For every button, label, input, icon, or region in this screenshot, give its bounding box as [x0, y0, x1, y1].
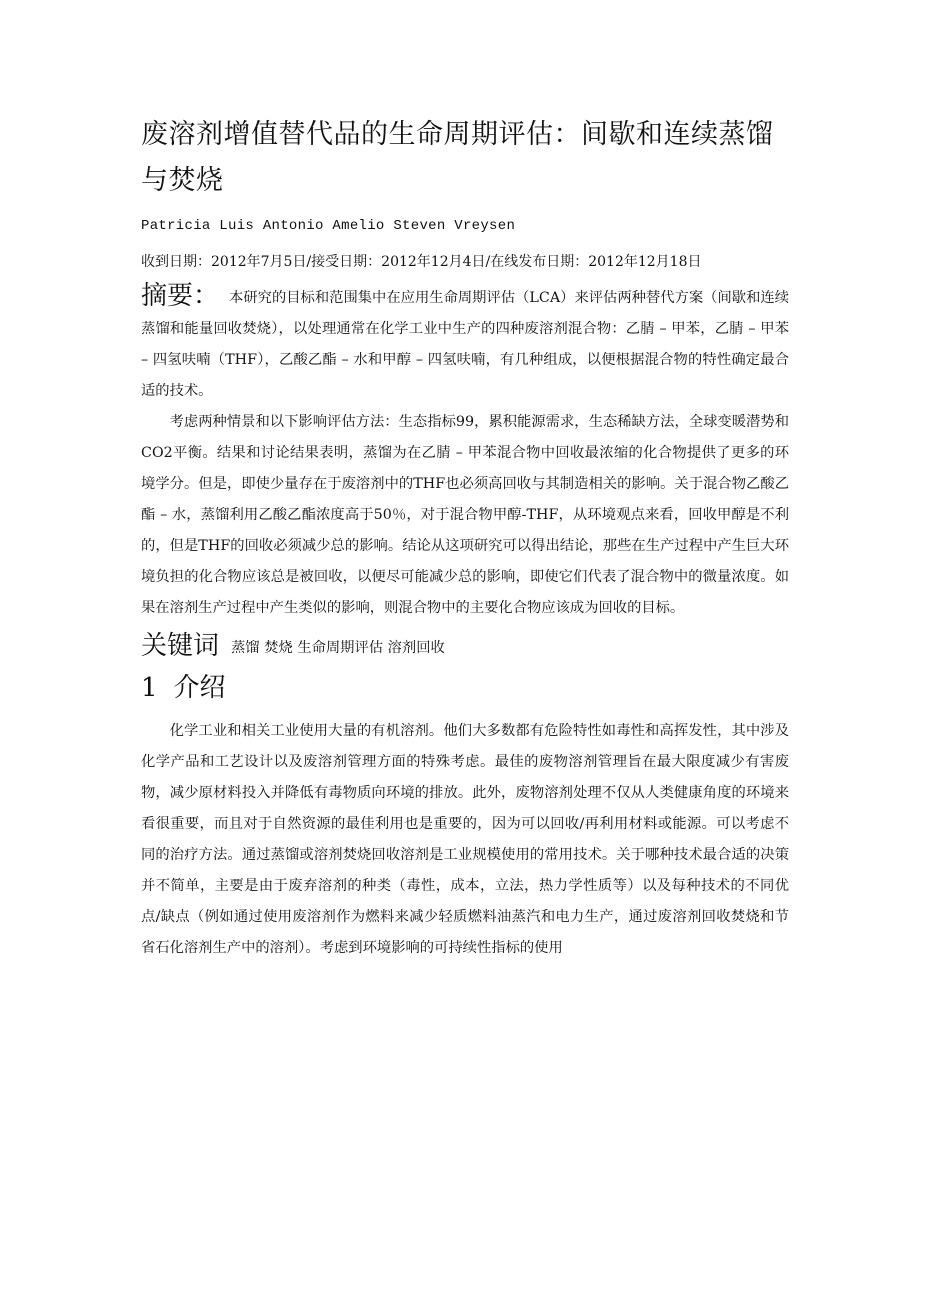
- abstract-heading: 摘要：: [141, 281, 220, 311]
- section-1-heading: [141, 666, 789, 710]
- paper-page: [141, 112, 789, 964]
- abstract-paragraph-2: 考虑两种情景和以下影响评估方法：生态指标99，累积能源需求，生态稀缺方法，全球变暖潜势和CO2平衡。结果和讨论结果表明，蒸馏为在乙腈 – 甲苯混合物中回收最浓缩的化合物提供了更多的环境学分。但是，即使少量存在于废溶剂中的THF也必须高回收与其制造相关的影响。关于混合物乙酸乙酯 – 水，蒸馏利用乙酸乙酯浓度高于50％，对于混合物甲醇-THF，从环境观点来看，回收甲醇是不利的，但是THF的回收必须减少总的影响。结论从这项研究可以得出结论，那些在生产过程中产生巨大环境负担的化合物应该总是被回收，以便尽可能减少总的影响，即使它们代表了混合物中的微量浓度。如果在溶剂生产过程中产生类似的影响，则混合物中的主要化合物应该成为回收的目标。: [141, 414, 789, 616]
- introduction-paragraph-1: 化学工业和相关工业使用大量的有机溶剂。他们大多数都有危险特性如毒性和高挥发性，其中涉及化学产品和工艺设计以及废溶剂管理方面的特殊考虑。最佳的废物溶剂管理旨在最大限度减少有害废物，减少原材料投入并降低有毒物质向环境的排放。此外，废物溶剂处理不仅从人类健康角度的环境来看很重要，而且对于自然资源的最佳利用也是重要的，因为可以回收/再利用材料或能源。可以考虑不同的治疗方法。通过蒸馏或溶剂焚烧回收溶剂是工业规模使用的常用技术。关于哪种技术最合适的决策并不简单，主要是由于废弃溶剂的种类（毒性，成本，立法，热力学性质等）以及每种技术的不同优点/缺点（例如通过使用废溶剂作为燃料来减少轻质燃料油蒸汽和电力生产，通过废溶剂回收焚烧和节省石化溶剂生产中的溶剂）。考虑到环境影响的可持续性指标的使用: [141, 723, 789, 956]
- keywords-list: 蒸馏 焚烧 生命周期评估 溶剂回收: [231, 640, 445, 656]
- abstract-paragraph-1: [141, 281, 789, 407]
- abstract-text-1: 本研究的目标和范围集中在应用生命周期评估（LCA）来评估两种替代方案（间歇和连续蒸馏和能量回收焚烧），以处理通常在化学工业中生产的四种废溶剂混合物：乙腈 – 甲苯，乙腈 – 甲苯 – 四氢呋喃（THF），乙酸乙酯 – 水和甲醇 – 四氢呋喃，有几种组成，以便根据混合物的特性确定最合适的技术。: [141, 290, 789, 399]
- keywords-section: [141, 628, 789, 666]
- author-list: Patricia Luis Antonio Amelio Steven Vreysen: [141, 218, 516, 234]
- keywords-heading: 关键词: [141, 631, 220, 661]
- section-1-number: 1: [141, 673, 158, 703]
- publication-dates: 收到日期：2012年7月5日/接受日期：2012年12月4日/在线发布日期：2012年12月18日: [141, 254, 702, 270]
- abstract-section: [141, 281, 789, 624]
- paper-title: 废溶剂增值替代品的生命周期评估：间歇和连续蒸馏与焚烧: [141, 119, 774, 196]
- section-1-title: 介绍: [173, 673, 226, 703]
